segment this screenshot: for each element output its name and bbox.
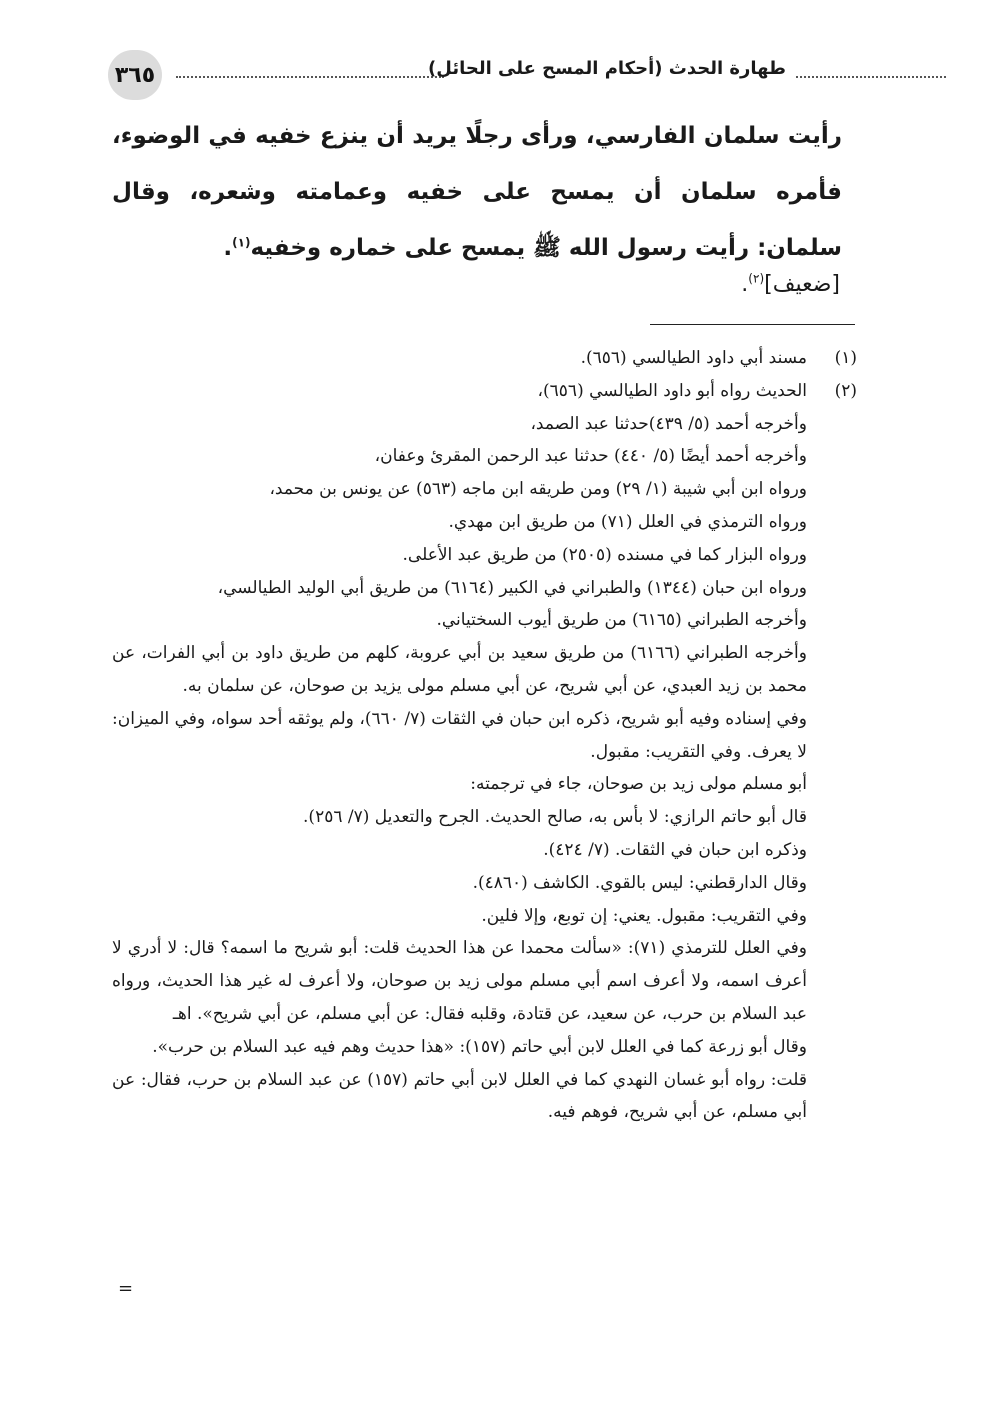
footnote-line: وأخرجه الطبراني (٦١٦٥) من طريق أيوب السختياني. xyxy=(436,610,807,631)
footnote-line: وأخرجه أحمد أيضًا (٥/ ٤٤٠) حدثنا عبد الرحمن المقرئ وعفان، xyxy=(374,446,807,467)
footnote-line: ورواه البزار كما في مسنده (٢٥٠٥) من طريق عبد الأعلى. xyxy=(402,544,807,565)
footnote-ref-1[interactable]: (١) xyxy=(232,235,251,250)
footnote-line: ورواه ابن حبان (١٣٤٤) والطبراني في الكبير (٦١٦٤) من طريق أبي الوليد الطيالسي، xyxy=(217,577,807,598)
footnote-line: الحديث رواه أبو داود الطيالسي (٦٥٦)، xyxy=(537,380,807,401)
main-paragraph xyxy=(112,108,842,276)
footnote-line: مسند أبي داود الطيالسي (٦٥٦). xyxy=(580,348,807,368)
footnote-line: وأخرجه الطبراني (٦١٦٦) من طريق سعيد بن أبي عروبة، كلهم من طريق داود بن أبي الفرات، عن محمد بن زيد العبدي، عن أبي شريح، عن أبي مسلم مولى يزيد بن صوحان، عن سلمان به. xyxy=(112,643,807,696)
footnote-line: أبو مسلم مولى زيد بن صوحان، جاء في ترجمته: xyxy=(470,774,807,795)
footnote-line: قلت: رواه أبو غسان النهدي كما في العلل لابن أبي حاتم (١٥٧) عن عبد السلام بن حرب، فقال: عن أبي مسلم، عن أبي شريح، فوهم فيه. xyxy=(112,1069,807,1123)
grade-text: [ضعيف] xyxy=(764,272,840,297)
page-number: ٣٦٥ xyxy=(108,50,162,100)
page-header xyxy=(108,50,848,100)
footnote-line: وقال الدارقطني: ليس بالقوي. الكاشف (٤٨٦٠). xyxy=(472,872,807,893)
footnote-body xyxy=(112,342,807,375)
footnote-number: (٢) xyxy=(834,380,857,401)
footnote-body xyxy=(112,375,807,1129)
footnote-line: وفي التقريب: مقبول. يعني: إن توبع، وإلا فلين. xyxy=(481,905,807,926)
hadith-grade xyxy=(540,272,840,297)
footnote-number: (١) xyxy=(834,348,857,368)
footnote-line: ورواه ابن أبي شيبة (١/ ٢٩) ومن طريقه ابن ماجه (٥٦٣) عن يونس بن محمد، xyxy=(269,479,807,500)
footnote-line: وأخرجه أحمد (٥/ ٤٣٩)حدثنا عبد الصمد، xyxy=(530,413,807,434)
footnote-ref-2[interactable]: (٢) xyxy=(748,271,765,286)
footnote-line: قال أبو حاتم الرازي: لا بأس به، صالح الحديث. الجرح والتعديل (٧/ ٢٥٦). xyxy=(303,807,807,828)
footnote-1 xyxy=(112,342,857,375)
footnote-line: وذكره ابن حبان في الثقات. (٧/ ٤٢٤). xyxy=(543,839,807,860)
chapter-title: طهارة الحدث (أحكام المسح على الحائل) xyxy=(428,58,786,79)
main-text xyxy=(112,108,842,276)
footnote-2 xyxy=(112,375,857,1129)
header-dotted-rule-left xyxy=(176,76,444,78)
main-paragraph-text: رأيت سلمان الفارسي، ورأى رجلًا يريد أن ينزع خفيه في الوضوء، فأمره سلمان أن يمسح على خفيه وعمامته وشعره، وقال سلمان: رأيت رسول الله ﷺ يمسح على خماره وخفيه xyxy=(112,123,842,261)
footnote-separator xyxy=(650,324,855,325)
main-paragraph-end: . xyxy=(223,235,233,261)
footnote-line: ورواه الترمذي في العلل (٧١) من طريق ابن مهدي. xyxy=(448,511,807,532)
footnote-line: وفي العلل للترمذي (٧١): «سألت محمدا عن هذا الحديث قلت: أبو شريح ما اسمه؟ قال: لا أدري لا أعرف اسمه، ولا أعرف اسم أبي مسلم مولى زيد بن صوحان، ولا أعرف له غير هذا الحديث، ورواه عبد السلام بن حرب، عن سعيد، عن قتادة، وقلبه فقال: عن أبي مسلم، عن أبي شريح». اهـ xyxy=(112,938,808,1024)
header-dotted-rule-right xyxy=(796,76,946,78)
footnote-line: وفي إسناده وفيه أبو شريح، ذكره ابن حبان في الثقات (٧/ ٦٦٠)، ولم يوثقه أحد سواه، وفي الميزان: لا يعرف. وفي التقريب: مقبول. xyxy=(112,708,807,762)
continuation-mark: = xyxy=(118,1278,134,1299)
grade-end: . xyxy=(741,272,749,297)
footnote-line: وقال أبو زرعة كما في العلل لابن أبي حاتم (١٥٧): «هذا حديث وهم فيه عبد السلام بن حرب». xyxy=(152,1036,807,1057)
footnotes xyxy=(112,342,857,1129)
